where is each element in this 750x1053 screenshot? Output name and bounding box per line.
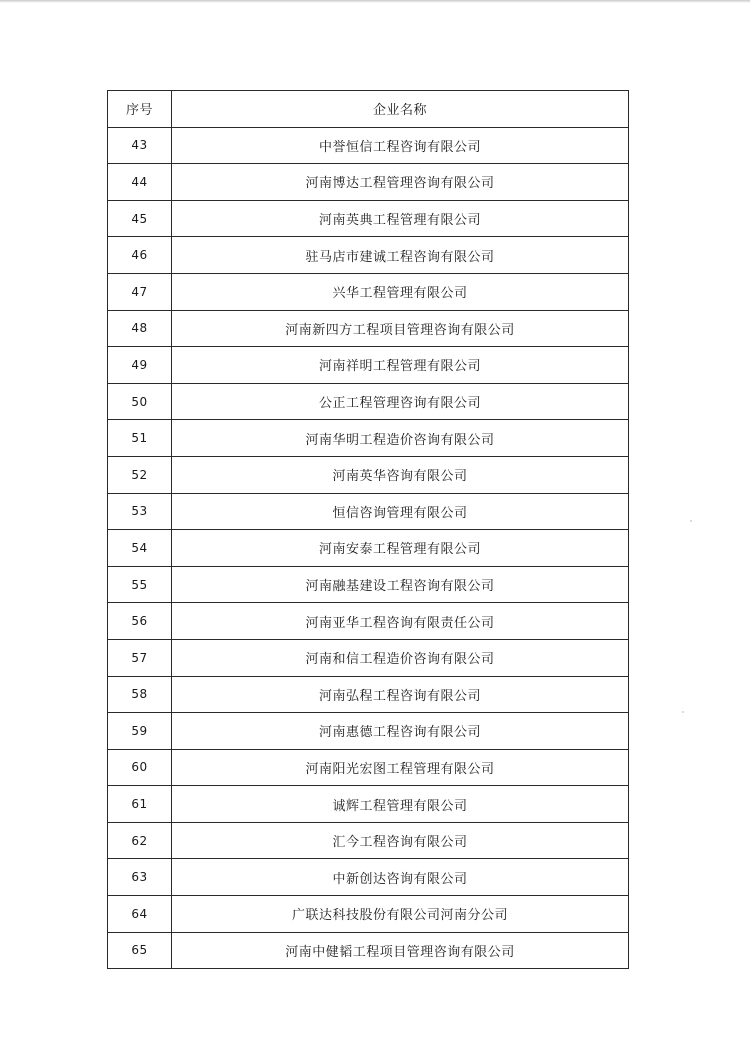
table-header-row (108, 91, 629, 128)
table-row (108, 456, 629, 493)
company-name: 河南融基建设工程咨询有限公司 (172, 566, 629, 603)
row-number: 46 (108, 237, 172, 274)
table-row (108, 237, 629, 274)
company-name: 河南阳光宏图工程管理有限公司 (172, 749, 629, 786)
company-name: 兴华工程管理有限公司 (172, 273, 629, 310)
header-serial-number: 序号 (108, 91, 172, 128)
company-name: 中誉恒信工程咨询有限公司 (172, 127, 629, 164)
table-row (108, 786, 629, 823)
table-row (108, 603, 629, 640)
table-row (108, 164, 629, 201)
row-number: 44 (108, 164, 172, 201)
row-number: 54 (108, 530, 172, 567)
row-number: 58 (108, 676, 172, 713)
table-row (108, 200, 629, 237)
company-name: 广联达科技股份有限公司河南分公司 (172, 896, 629, 933)
row-number: 57 (108, 639, 172, 676)
table-row (108, 713, 629, 750)
row-number: 50 (108, 383, 172, 420)
company-name: 河南弘程工程咨询有限公司 (172, 676, 629, 713)
table-row (108, 530, 629, 567)
row-number: 47 (108, 273, 172, 310)
scan-speck (690, 520, 692, 522)
company-name: 中新创达咨询有限公司 (172, 859, 629, 896)
table-row (108, 932, 629, 969)
company-name: 河南博达工程管理咨询有限公司 (172, 164, 629, 201)
table-row (108, 310, 629, 347)
table-row (108, 676, 629, 713)
company-name: 汇今工程咨询有限公司 (172, 822, 629, 859)
row-number: 65 (108, 932, 172, 969)
scan-edge (0, 0, 750, 3)
row-number: 59 (108, 713, 172, 750)
company-name: 公正工程管理咨询有限公司 (172, 383, 629, 420)
table-row (108, 347, 629, 384)
table-row (108, 859, 629, 896)
table-row (108, 420, 629, 457)
table-row (108, 822, 629, 859)
company-name: 河南英典工程管理有限公司 (172, 200, 629, 237)
row-number: 51 (108, 420, 172, 457)
row-number: 63 (108, 859, 172, 896)
company-name: 河南祥明工程管理有限公司 (172, 347, 629, 384)
row-number: 62 (108, 822, 172, 859)
row-number: 61 (108, 786, 172, 823)
row-number: 64 (108, 896, 172, 933)
table-row (108, 493, 629, 530)
table-row (108, 639, 629, 676)
table-row (108, 749, 629, 786)
row-number: 60 (108, 749, 172, 786)
scan-speck (682, 711, 684, 713)
table-row (108, 273, 629, 310)
table-row (108, 566, 629, 603)
company-name: 河南华明工程造价咨询有限公司 (172, 420, 629, 457)
row-number: 48 (108, 310, 172, 347)
company-name: 河南英华咨询有限公司 (172, 456, 629, 493)
company-name: 河南惠德工程咨询有限公司 (172, 713, 629, 750)
table-row (108, 896, 629, 933)
company-name: 诚辉工程管理有限公司 (172, 786, 629, 823)
row-number: 56 (108, 603, 172, 640)
table-row (108, 127, 629, 164)
company-name: 恒信咨询管理有限公司 (172, 493, 629, 530)
header-company-name: 企业名称 (172, 91, 629, 128)
row-number: 49 (108, 347, 172, 384)
row-number: 43 (108, 127, 172, 164)
company-name: 河南新四方工程项目管理咨询有限公司 (172, 310, 629, 347)
row-number: 52 (108, 456, 172, 493)
table-body (108, 127, 629, 969)
row-number: 55 (108, 566, 172, 603)
company-name: 河南和信工程造价咨询有限公司 (172, 639, 629, 676)
table-row (108, 383, 629, 420)
company-name: 河南中健韬工程项目管理咨询有限公司 (172, 932, 629, 969)
company-list-table (107, 90, 629, 969)
row-number: 45 (108, 200, 172, 237)
company-name: 驻马店市建诚工程咨询有限公司 (172, 237, 629, 274)
company-name: 河南亚华工程咨询有限责任公司 (172, 603, 629, 640)
row-number: 53 (108, 493, 172, 530)
company-name: 河南安泰工程管理有限公司 (172, 530, 629, 567)
